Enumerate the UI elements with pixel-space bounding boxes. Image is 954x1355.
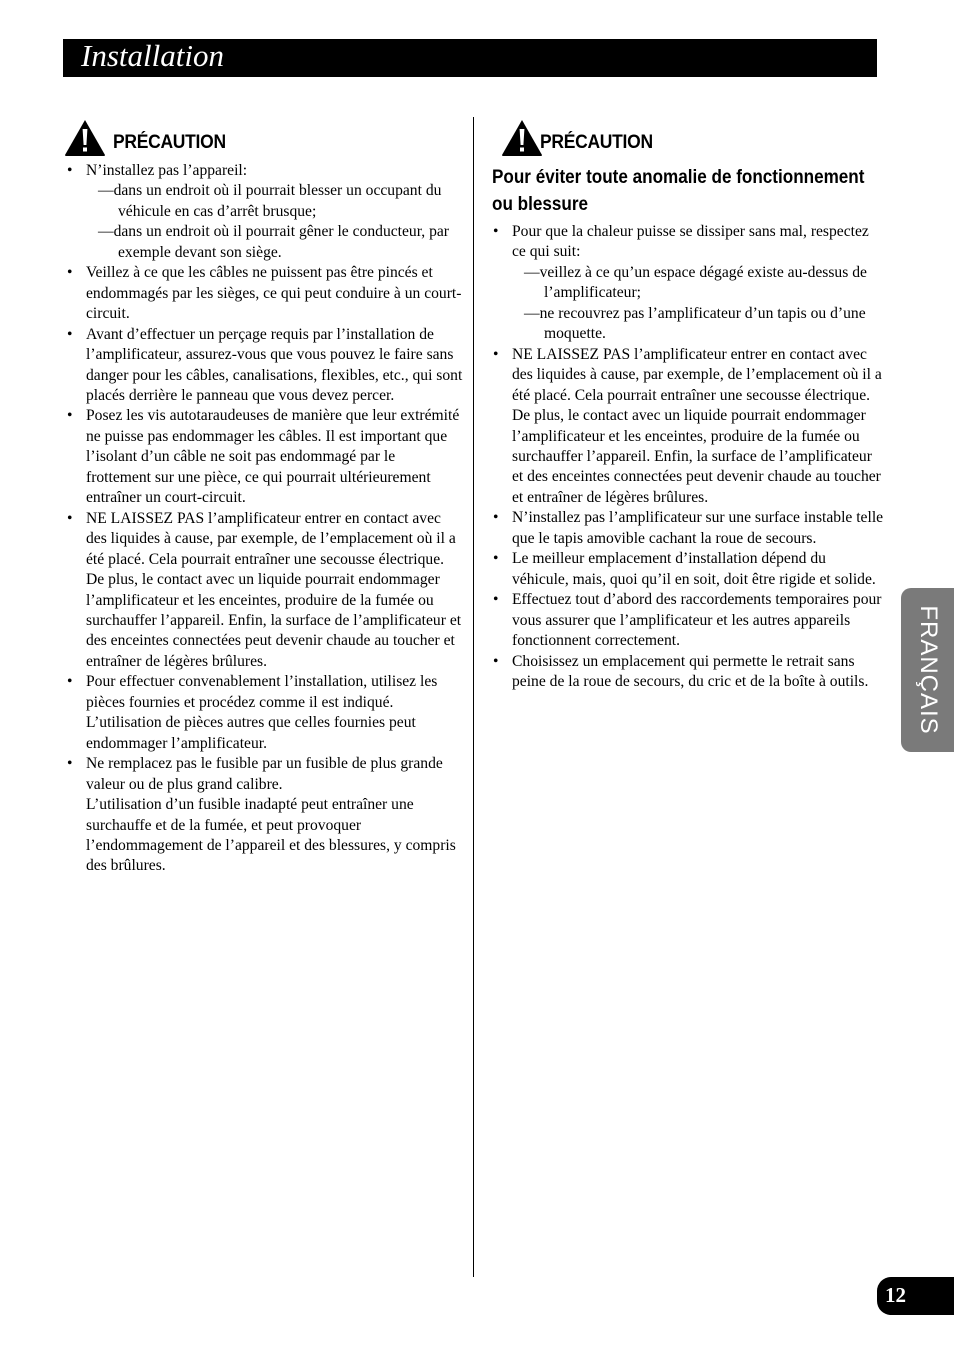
list-item: • NE LAISSEZ PAS l’amplificateur entrer en contact avec des liquides à cause, par exemple, de l’emplacement où il a été placé. Cela pourrait entraîner une secousse électrique. De plus, le contact avec un liquide pourrait endommager l’amplificateur et les enceintes, produire de la fumée ou surchauffer l’appareil. Enfin, la surface de l’amplificateur et des enceintes connectées peut devenir chaude au toucher et entraîner de légères brûlures. <box>490 345 885 509</box>
caution-list <box>490 222 885 692</box>
list-item: • Ne remplacez pas le fusible par un fusible de plus grande valeur ou de plus grand calibre. L’utilisation d’un fusible inadapté peut entraîner une surchauffe et de la fumée, et peut provoquer l’endommagement de l’appareil et des blessures, y compris des brûlures. <box>64 754 464 877</box>
list-item: • N’installez pas l’appareil: —dans un endroit où il pourrait blesser un occupant du véhicule en cas d’arrêt brusque; —dans un endroit où il pourrait gêner le conducteur, par exemple devant son siège. <box>64 161 464 263</box>
page-title: Installation <box>81 38 224 73</box>
item-continuation: De plus, le contact avec un liquide pourrait endommager l’amplificateur et les enceintes, produire de la fumée ou surchauffer l’appareil. Enfin, la surface de l’amplificateur et des enceintes connectées peut devenir chaude au toucher et entraîner de légères brûlures. <box>512 407 881 506</box>
right-column <box>490 117 885 692</box>
caution-list <box>64 161 464 877</box>
item-continuation: L’utilisation d’un fusible inadapté peut entraîner une surchauffe et de la fumée, et peut provoquer l’endommagement de l’appareil et des blessures, y compris des brûlures. <box>86 796 456 875</box>
caution-label: PRÉCAUTION <box>540 132 653 153</box>
caution-label: PRÉCAUTION <box>113 132 226 153</box>
page-number-tab <box>877 1277 954 1315</box>
language-label: FRANÇAIS <box>914 605 942 735</box>
sub-item: —ne recouvrez pas l’amplificateur d’un tapis ou d’une moquette. <box>524 304 866 343</box>
sub-item: —veillez à ce qu’un espace dégagé existe au-dessus de l’amplificateur; <box>524 263 867 302</box>
left-column <box>64 117 464 877</box>
section-subheading: Pour éviter toute anomalie de fonctionnement ou blessure <box>492 167 865 215</box>
warning-triangle-icon <box>64 119 106 157</box>
list-item: • Le meilleur emplacement d’installation dépend du véhicule, mais, quoi qu’il en soit, doit être rigide et solide. <box>493 550 876 588</box>
list-item: • Effectuez tout d’abord des raccordements temporaires pour vous assurer que l’amplificateur et les autres appareils fonctionnent correctement. <box>493 591 882 650</box>
sub-item: —dans un endroit où il pourrait blesser un occupant du véhicule en cas d’arrêt brusque; <box>98 182 442 220</box>
list-item: • Choisissez un emplacement qui permette le retrait sans peine de la roue de secours, du cric et de la boîte à outils. <box>493 652 869 690</box>
list-item: • Avant d’effectuer un perçage requis par l’installation de l’amplificateur, assurez-vous que vous pouvez le faire sans danger pour les câbles, canalisations, flexibles, etc., qui sont placés derrière le panneau que vous devez percer. <box>67 325 463 404</box>
list-item: • Pour que la chaleur puisse se dissiper sans mal, respectez ce qui suit: —veillez à ce qu’un espace dégagé existe au-dessus de l’amplificateur; —ne recouvrez pas l’amplificateur d’un tapis ou d’une moquette. <box>490 222 885 345</box>
list-item: • Pour effectuer convenablement l’installation, utilisez les pièces fournies et procédez comme il est indiqué. L’utilisation de pièces autres que celles fournies peut endommager l’amplificateur. <box>67 673 438 752</box>
list-item: • NE LAISSEZ PAS l’amplificateur entrer en contact avec des liquides à cause, par exemple, de l’emplacement où il a été placé. Cela pourrait entraîner une secousse électrique. De plus, le contact avec un liquide pourrait endommager l’amplificateur et les enceintes, produire de la fumée ou surchauffer l’appareil. Enfin, la surface de l’amplificateur et des enceintes connectées peut devenir chaude au toucher et entraîner de légères brûlures. <box>67 509 462 670</box>
sub-item: —dans un endroit où il pourrait gêner le conducteur, par exemple devant son siège. <box>98 223 449 261</box>
title-bar <box>63 39 877 77</box>
list-item: • N’installez pas l’amplificateur sur une surface instable telle que le tapis amovible cachant la roue de secours. <box>493 509 884 547</box>
list-item: • Posez les vis autotaraudeuses de manière que leur extrémité ne puisse pas endommager les câbles. Il est important que l’isolant d’un câble ne soit pas endommagé par le frottement sur une pièce, ce qui pourrait ultérieurement entraîner un court-circuit. <box>67 407 460 507</box>
page-number: 12 <box>885 1283 906 1307</box>
list-item: • Veillez à ce que les câbles ne puissent pas être pincés et endommagés par les sièges, ce qui peut conduire à un court-circuit. <box>67 264 462 323</box>
column-divider <box>473 117 474 1277</box>
warning-triangle-icon <box>501 119 543 157</box>
caution-heading <box>64 117 464 161</box>
language-tab <box>901 588 954 752</box>
caution-heading <box>490 117 885 161</box>
